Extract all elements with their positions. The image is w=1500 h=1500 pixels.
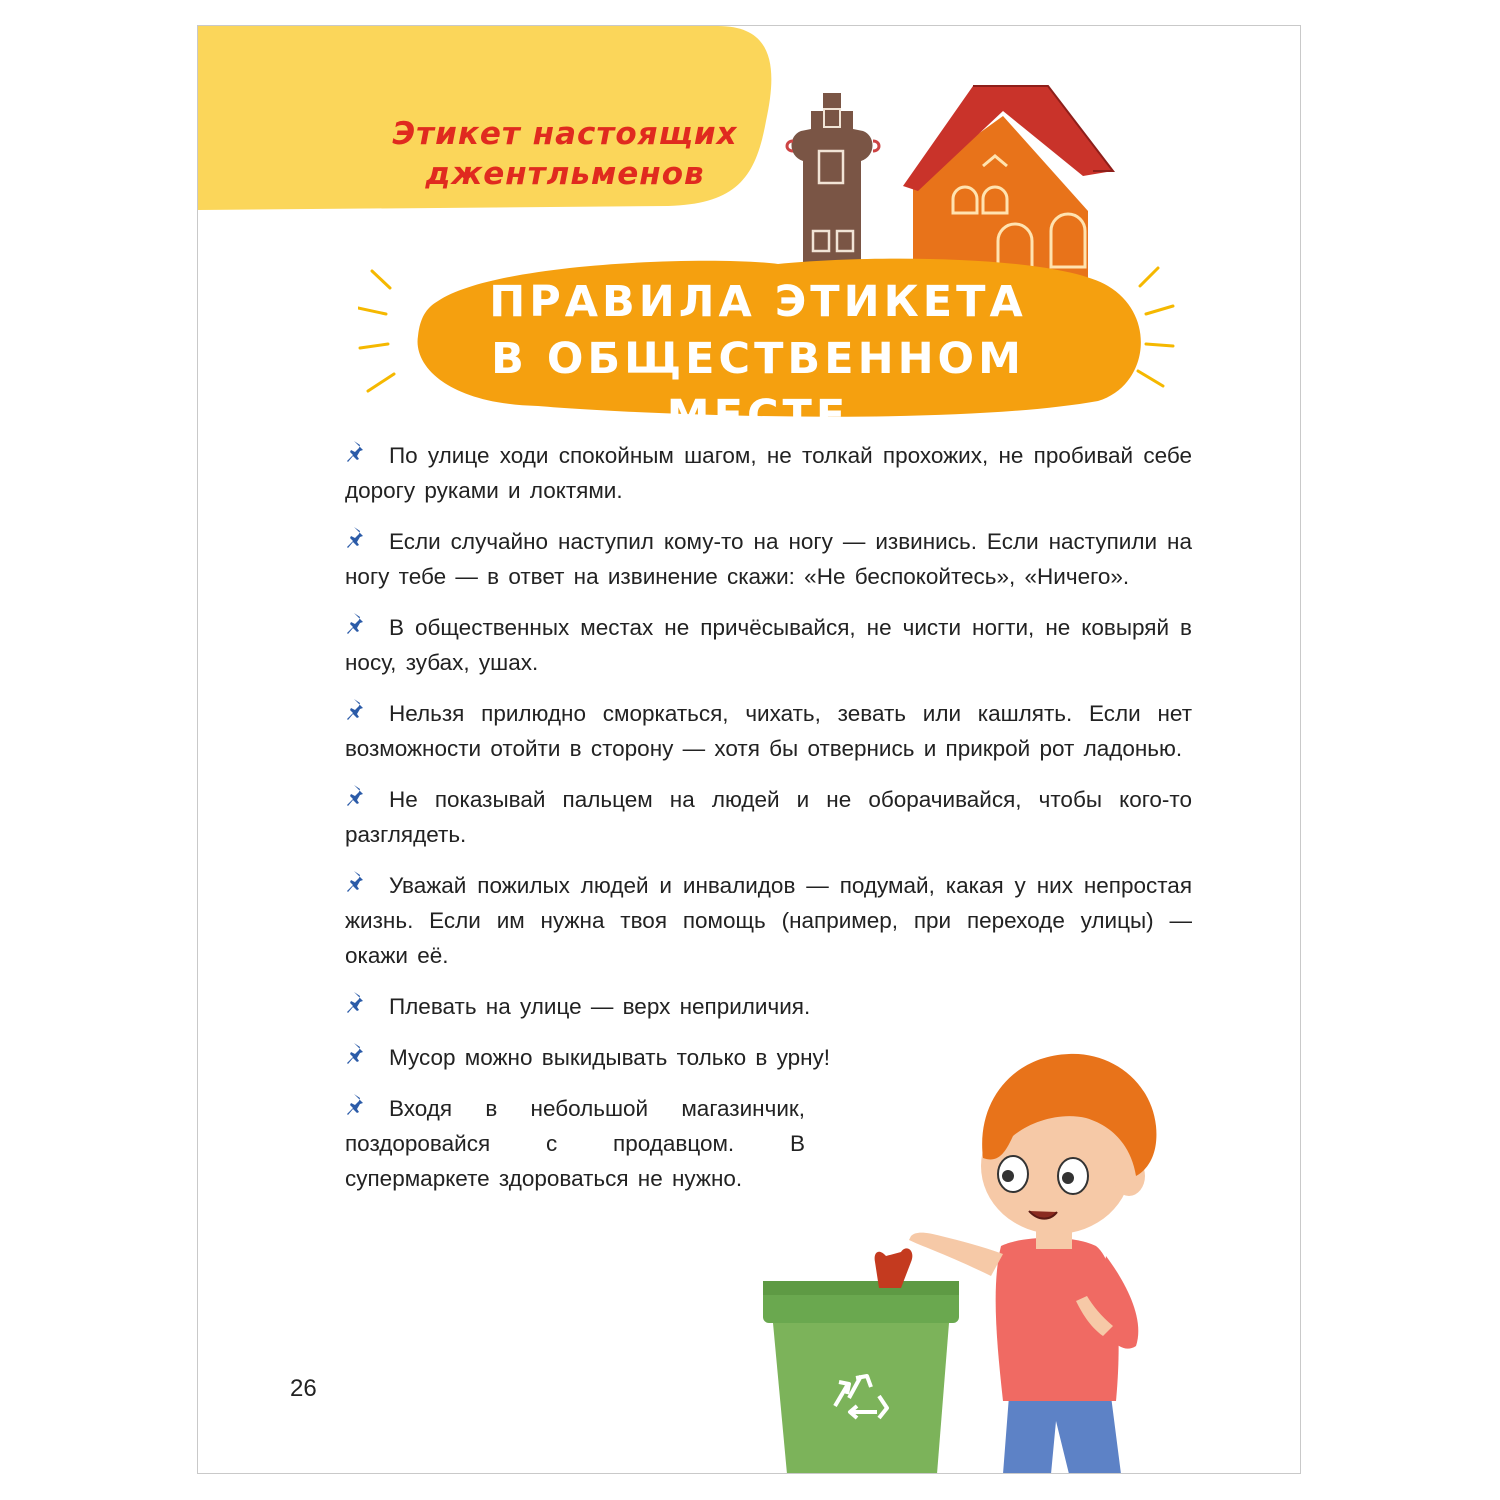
pushpin-icon [345,1041,371,1067]
list-item [345,610,1192,680]
list-item [345,696,1192,766]
list-item [345,438,1192,508]
pushpin-icon [345,439,371,465]
banner-title-line2: В ОБЩЕСТВЕННОМ МЕСТЕ [491,334,1025,441]
rule-text: Не показывай пальцем на людей и не оборачивайся, чтобы кого-то разглядеть. [345,787,1192,847]
list-item [345,1091,805,1196]
pushpin-icon [345,697,371,723]
banner-title [408,274,1108,445]
rule-text: По улице ходи спокойным шагом, не толкай прохожих, не пробивай себе дорогу руками и локтями. [345,443,1192,503]
section-title: Этикет настоящих джентльменов [392,116,738,192]
banner-title-line1: ПРАВИЛА ЭТИКЕТА [489,277,1027,327]
pushpin-icon [345,611,371,637]
list-item [345,782,1192,852]
list-item [345,868,1192,973]
list-item [345,524,1192,594]
pushpin-icon [345,1092,371,1118]
rule-text: Нельзя прилюдно сморкаться, чихать, зевать или кашлять. Если нет возможности отойти в сторону — хотя бы отвернись и прикрой рот ладонью. [345,701,1192,761]
boy-with-bin-illustration [751,1026,1171,1474]
rule-text: Плевать на улице — верх неприличия. [389,994,811,1019]
page-number: 26 [290,1375,317,1402]
rule-text: Если случайно наступил кому-то на ногу — извинись. Если наступили на ногу тебе — в ответ на извинение скажи: «Не беспокойтесь», «Ничего». [345,529,1192,589]
pushpin-icon [345,869,371,895]
pushpin-icon [345,783,371,809]
list-item [345,989,1192,1024]
rule-text: Мусор можно выкидывать только в урну! [389,1045,831,1070]
pushpin-icon [345,990,371,1016]
book-page [197,25,1301,1474]
pushpin-icon [345,525,371,551]
rule-text: Уважай пожилых людей и инвалидов — подумай, какая у них непростая жизнь. Если им нужна твоя помощь (например, при переходе улицы) — окажи её. [345,873,1192,968]
rule-text: В общественных местах не причёсывайся, не чисти ногти, не ковыряй в носу, зубах, ушах. [345,615,1192,675]
rule-text: Входя в небольшой магазинчик, поздоровайся с продавцом. В супермаркете здороваться не нужно. [345,1096,805,1191]
